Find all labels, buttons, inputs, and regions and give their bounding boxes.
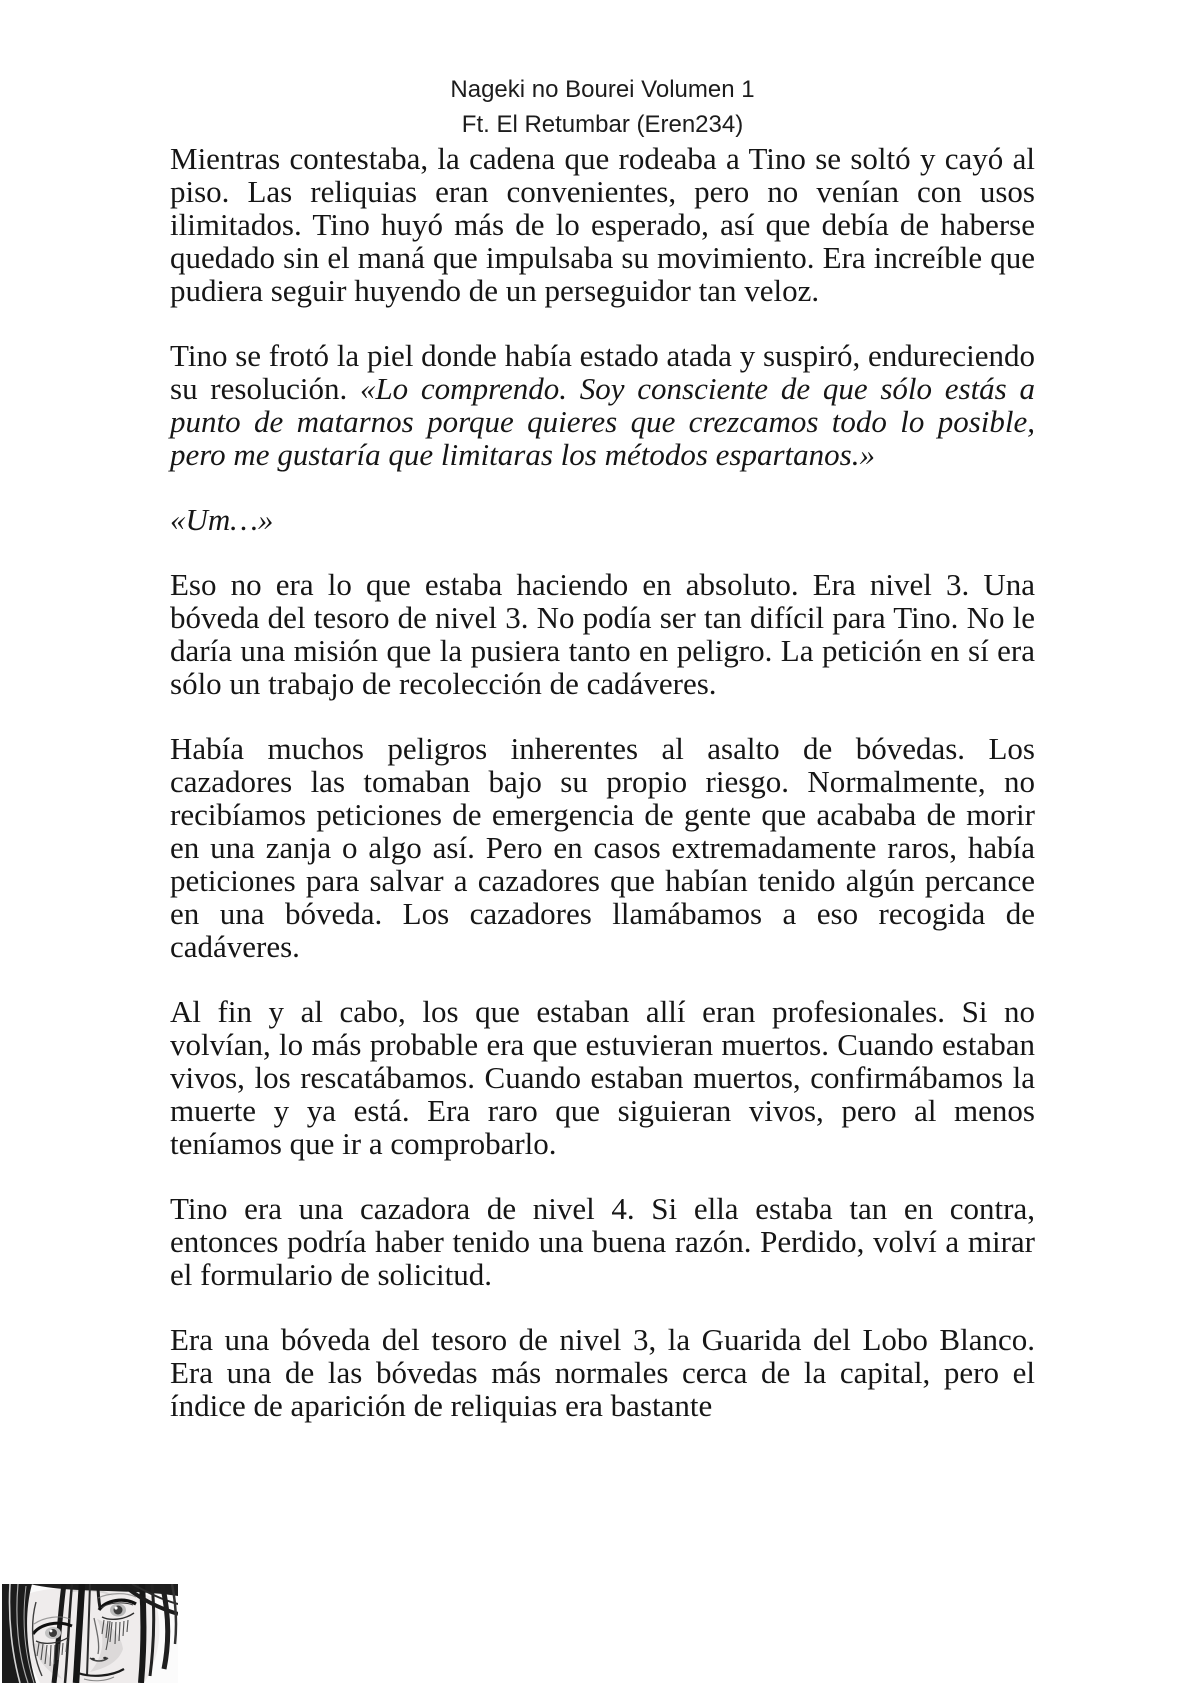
paragraph-text-italic: «Lo comprendo. Soy consciente de que sólo estás a punto de matarnos porque quieres que crezcamos todo lo posible, pero me gustaría que limitaras los métodos espartanos.» (170, 371, 1035, 472)
paragraph (170, 568, 1035, 700)
document-body (170, 142, 1035, 1422)
document-title: Nageki no Bourei Volumen 1 (450, 76, 755, 103)
paragraph-text-italic: «Um…» (170, 502, 274, 537)
paragraph-text: Eso no era lo que estaba haciendo en absoluto. Era nivel 3. Una bóveda del tesoro de nivel 3. No podía ser tan difícil para Tino. No le daría una misión que la pusiera tanto en peligro. La petición en sí era sólo un trabajo de recolección de cadáveres. (170, 567, 1035, 701)
manga-face-image (2, 1584, 178, 1683)
paragraph (170, 339, 1035, 471)
paragraph-text: Mientras contestaba, la cadena que rodeaba a Tino se soltó y cayó al piso. Las reliquias eran convenientes, pero no venían con usos ilimitados. Tino huyó más de lo esperado, así que debía de haberse quedado sin el maná que impulsaba su movimiento. Era increíble que pudiera seguir huyendo de un perseguidor tan veloz. (170, 141, 1035, 308)
paragraph (170, 1192, 1035, 1291)
paragraph (170, 1323, 1035, 1422)
document-subtitle: Ft. El Retumbar (Eren234) (461, 111, 744, 138)
paragraph (170, 995, 1035, 1160)
paragraph (170, 503, 1035, 536)
paragraph-text: Era una bóveda del tesoro de nivel 3, la Guarida del Lobo Blanco. Era una de las bóvedas más normales cerca de la capital, pero el índice de aparición de reliquias era bastante (170, 1322, 1035, 1423)
paragraph (170, 732, 1035, 963)
paragraph-text: Había muchos peligros inherentes al asalto de bóvedas. Los cazadores las tomaban bajo su propio riesgo. Normalmente, no recibíamos peticiones de emergencia de gente que acababa de morir en una zanja o algo así. Pero en casos extremadamente raros, había peticiones para salvar a cazadores que habían tenido algún percance en una bóveda. Los cazadores llamábamos a eso recogida de cadáveres. (170, 731, 1035, 964)
manga-face-illustration (2, 1584, 178, 1683)
paragraph-text: Al fin y al cabo, los que estaban allí eran profesionales. Si no volvían, lo más probable era que estuvieran muertos. Cuando estaban vivos, los rescatábamos. Cuando estaban muertos, confirmábamos la muerte y ya está. Era raro que siguieran vivos, pero al menos teníamos que ir a comprobarlo. (170, 994, 1035, 1161)
paragraph-text: Tino era una cazadora de nivel 4. Si ella estaba tan en contra, entonces podría haber tenido una buena razón. Perdido, volví a mirar el formulario de solicitud. (170, 1191, 1035, 1292)
paragraph (170, 142, 1035, 307)
paragraph-text: Tino se frotó la piel donde había estado atada y suspiró, endureciendo su resolución. (170, 338, 1035, 406)
document-header (170, 0, 1035, 142)
